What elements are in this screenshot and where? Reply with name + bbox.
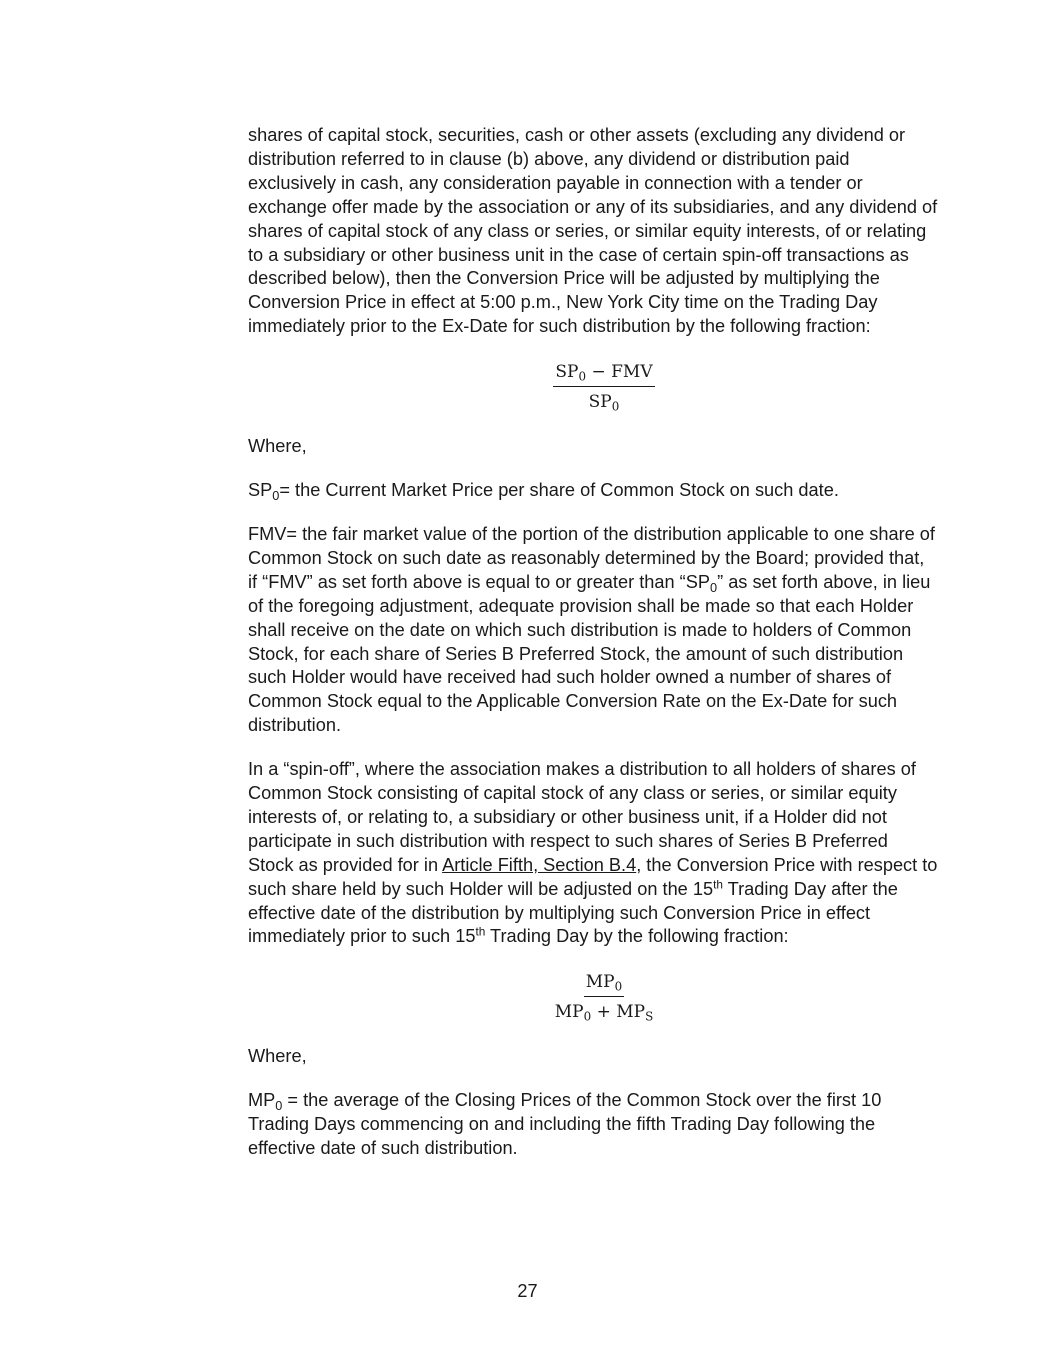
document-body bbox=[248, 124, 938, 1161]
formula-fmv-fraction bbox=[248, 359, 938, 415]
fraction bbox=[553, 969, 656, 1025]
fraction-numerator: $SP_0$ − FMV bbox=[553, 359, 654, 387]
paragraph-adjustment-intro: shares of capital stock, securities, cash or other assets (excluding any dividend or distribution referred to in clause (b) above, any dividend or distribution paid exclusively in cash, any consideration payable in connection with a tender or exchange offer made by the association or any of its subsidiaries, and any dividend of shares of capital stock of any class or series, or similar equity interests, of or relating to a subsidiary or other business unit in the case of certain spin-off transactions as described below), then the Conversion Price will be adjusted by multiplying the Conversion Price in effect at 5:00 p.m., New York City time on the Trading Day immediately prior to the Ex-Date for such distribution by the following fraction: bbox=[248, 125, 938, 337]
formula-mp-fraction bbox=[248, 969, 938, 1025]
definition-fmv: FMV= the fair market value of the portion of the distribution applicable to one share of Common Stock on such date as reasonably determined by the Board; provided that, if “FMV” as set forth above is equal to or greater than “$SP_0$” as set forth above, in lieu of the foregoing adjustment, adequate provision shall be made so that each Holder shall receive on the date on which such distribution is made to holders of Common Stock, for each share of Series B Preferred Stock, the amount of such distribution such Holder would have received had such holder owned a number of shares of Common Stock equal to the Applicable Conversion Rate on the Ex-Date for such distribution. bbox=[248, 523, 935, 736]
definition-sp0: $SP_0=$ the Current Market Price per share of Common Stock on such date. bbox=[248, 480, 839, 503]
fraction bbox=[553, 359, 654, 415]
page-number: 27 bbox=[517, 1281, 538, 1301]
where-label: Where, bbox=[248, 436, 307, 457]
article-reference-link[interactable]: Article Fifth, Section B.4 bbox=[442, 854, 637, 875]
where-label: Where, bbox=[248, 1046, 307, 1067]
definition-mp0: $MP_0$ = the average of the Closing Prices of the Common Stock over the first 10 Trading Days commencing on and including the fifth Trading Day following the effective date of such distribution. bbox=[248, 1090, 882, 1159]
paragraph-spin-off: In a “spin-off”, where the association makes a distribution to all holders of shares of Common Stock consisting of capital stock of any class or series, or similar equity interests of, or relating to, a subsidiary or other business unit, if a Holder did not participate in such distribution with respect to such shares of Series B Preferred Stock as provided for in Article Fifth, Section B.4, the Conversion Price with respect to such share held by such Holder will be adjusted on the 15th Trading Day after the effective date of the distribution by multiplying such Conversion Price in effect immediately prior to such 15th Trading Day by the following fraction: bbox=[248, 759, 938, 947]
fraction-numerator: $MP_0$ bbox=[584, 969, 624, 997]
fraction-denominator: $SP_0$ bbox=[588, 392, 620, 414]
fraction-denominator: $MP_0 + MP_S$ bbox=[554, 1002, 654, 1024]
